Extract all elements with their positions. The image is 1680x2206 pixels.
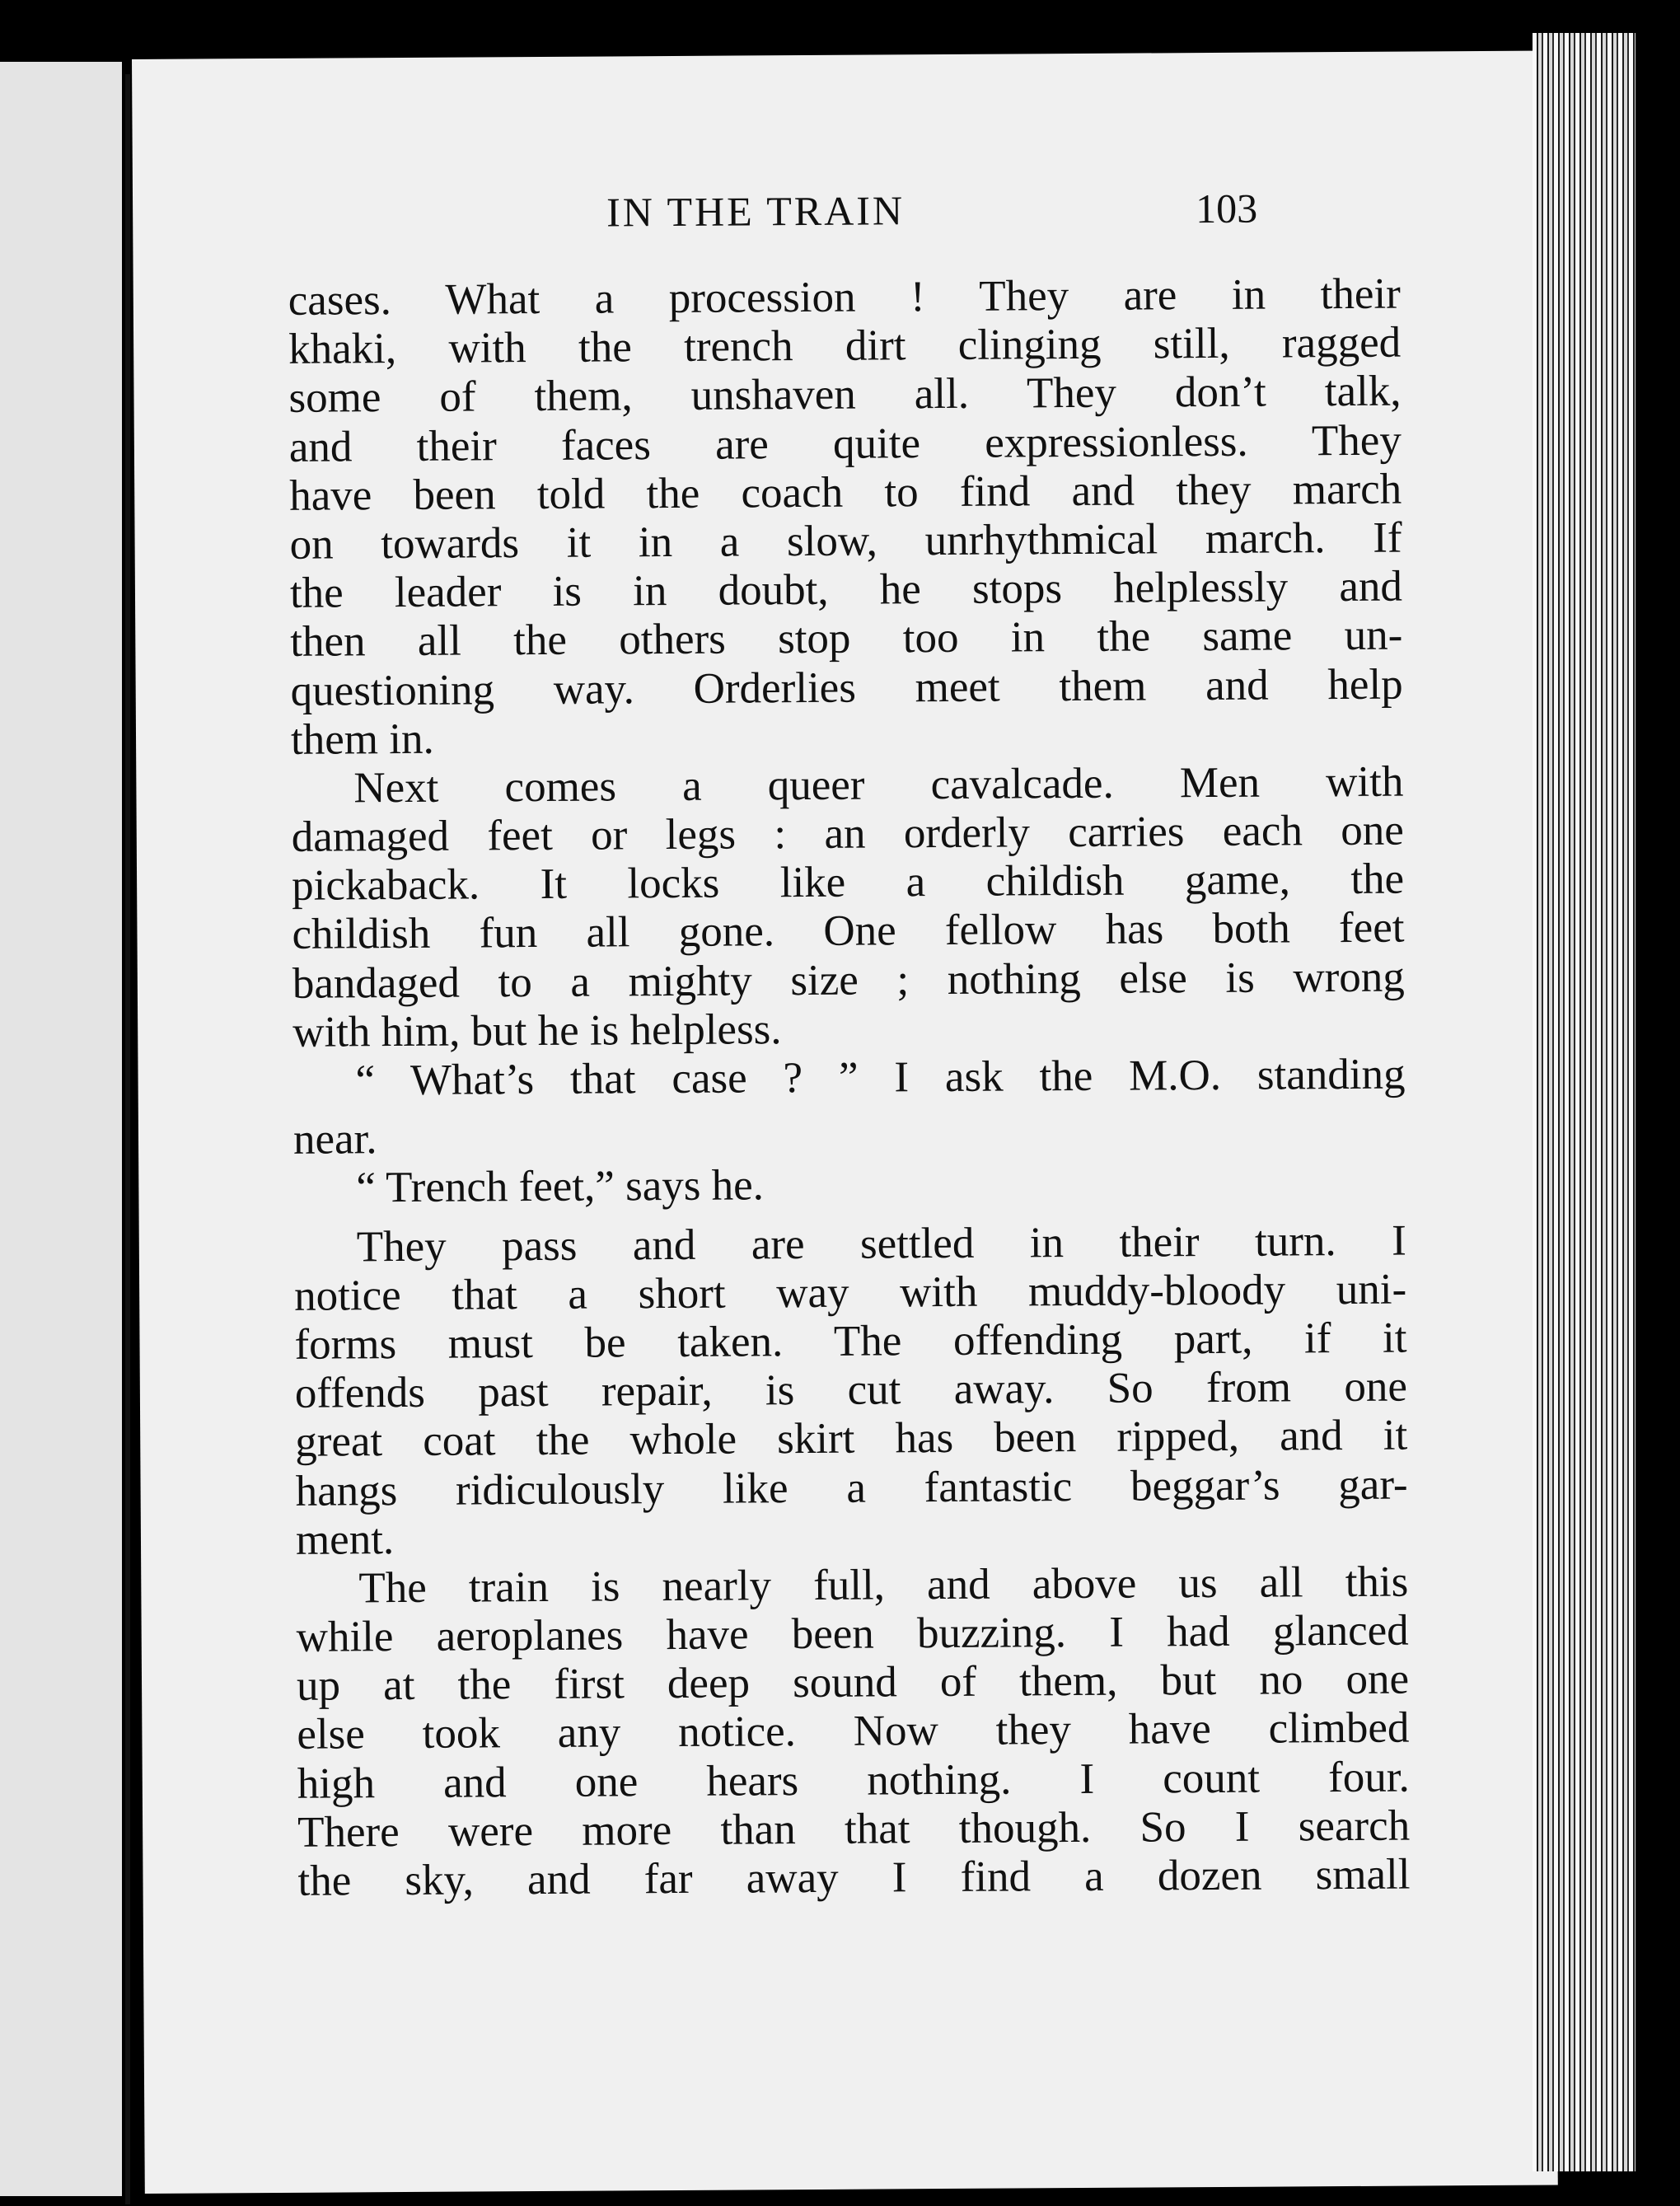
- text-line: There were more than that though. So I search: [297, 1801, 1411, 1857]
- text-line: them in.: [290, 714, 434, 764]
- text-line: some of them, unshaven all. They don’t talk,: [288, 367, 1402, 423]
- paragraph-start-line: “ Trench feet,” says he.: [356, 1161, 765, 1212]
- text-line: forms must be taken. The offending part, if it: [294, 1314, 1407, 1369]
- text-line: hangs ridiculously like a fantastic beggar’s gar-: [295, 1460, 1408, 1515]
- text-line: the leader is in doubt, he stops helplessly and: [289, 562, 1403, 617]
- page-stack-edge: [1533, 33, 1636, 2171]
- text-line: notice that a short way with muddy-bloody uni-: [293, 1265, 1407, 1320]
- text-line: up at the first deep sound of them, but no one: [296, 1655, 1410, 1711]
- paragraph-start-line: The train is nearly full, and above us all this: [358, 1557, 1409, 1613]
- running-head: [133, 183, 1546, 249]
- text-line: and their faces are quite expressionless. They: [288, 416, 1402, 471]
- text-line: offends past repair, is cut away. So from one: [294, 1362, 1408, 1417]
- text-line: while aeroplanes have been buzzing. I had glanced: [296, 1606, 1409, 1661]
- text-line: childish fun all gone. One fellow has both feet: [292, 904, 1405, 959]
- text-line: pickaback. It locks like a childish game, the: [291, 855, 1405, 911]
- text-line: ment.: [295, 1515, 395, 1564]
- text-line: khaki, with the trench dirt clinging still, ragged: [288, 318, 1402, 374]
- text-line: questioning way. Orderlies meet them and help: [290, 660, 1403, 715]
- paragraph-start-line: They pass and are settled in their turn. I: [356, 1216, 1406, 1271]
- paragraph-start-line: “ What’s that case ? ” I ask the M.O. standing: [355, 1050, 1406, 1105]
- text-line: damaged feet or legs : an orderly carries each one: [291, 806, 1404, 861]
- page-number: 103: [1195, 185, 1258, 232]
- text-line: high and one hears nothing. I count four.: [297, 1753, 1410, 1808]
- body-text: [288, 270, 1411, 1906]
- book-gutter: [125, 74, 130, 2204]
- text-line: great coat the whole skirt has been ripped, and it: [295, 1411, 1408, 1467]
- text-line: then all the others stop too in the same un-: [290, 611, 1403, 667]
- running-title: IN THE TRAIN: [606, 187, 906, 236]
- paragraph-start-line: Next comes a queer cavalcade. Men with: [353, 757, 1404, 813]
- text-line: the sky, and far away I find a dozen small: [297, 1850, 1411, 1905]
- text-line: have been told the coach to find and they march: [289, 465, 1402, 520]
- left-page-margin: [0, 62, 122, 2196]
- book-page: [132, 51, 1558, 2194]
- text-line: cases. What a procession ! They are in their: [288, 269, 1401, 325]
- text-line: near.: [292, 1115, 377, 1164]
- text-line: else took any notice. Now they have climbed: [297, 1704, 1410, 1759]
- text-line: with him, but he is helpless.: [292, 1005, 782, 1056]
- text-line: bandaged to a mighty size ; nothing else is wrong: [292, 953, 1406, 1008]
- text-line: on towards it in a slow, unrhythmical march. If: [289, 513, 1402, 569]
